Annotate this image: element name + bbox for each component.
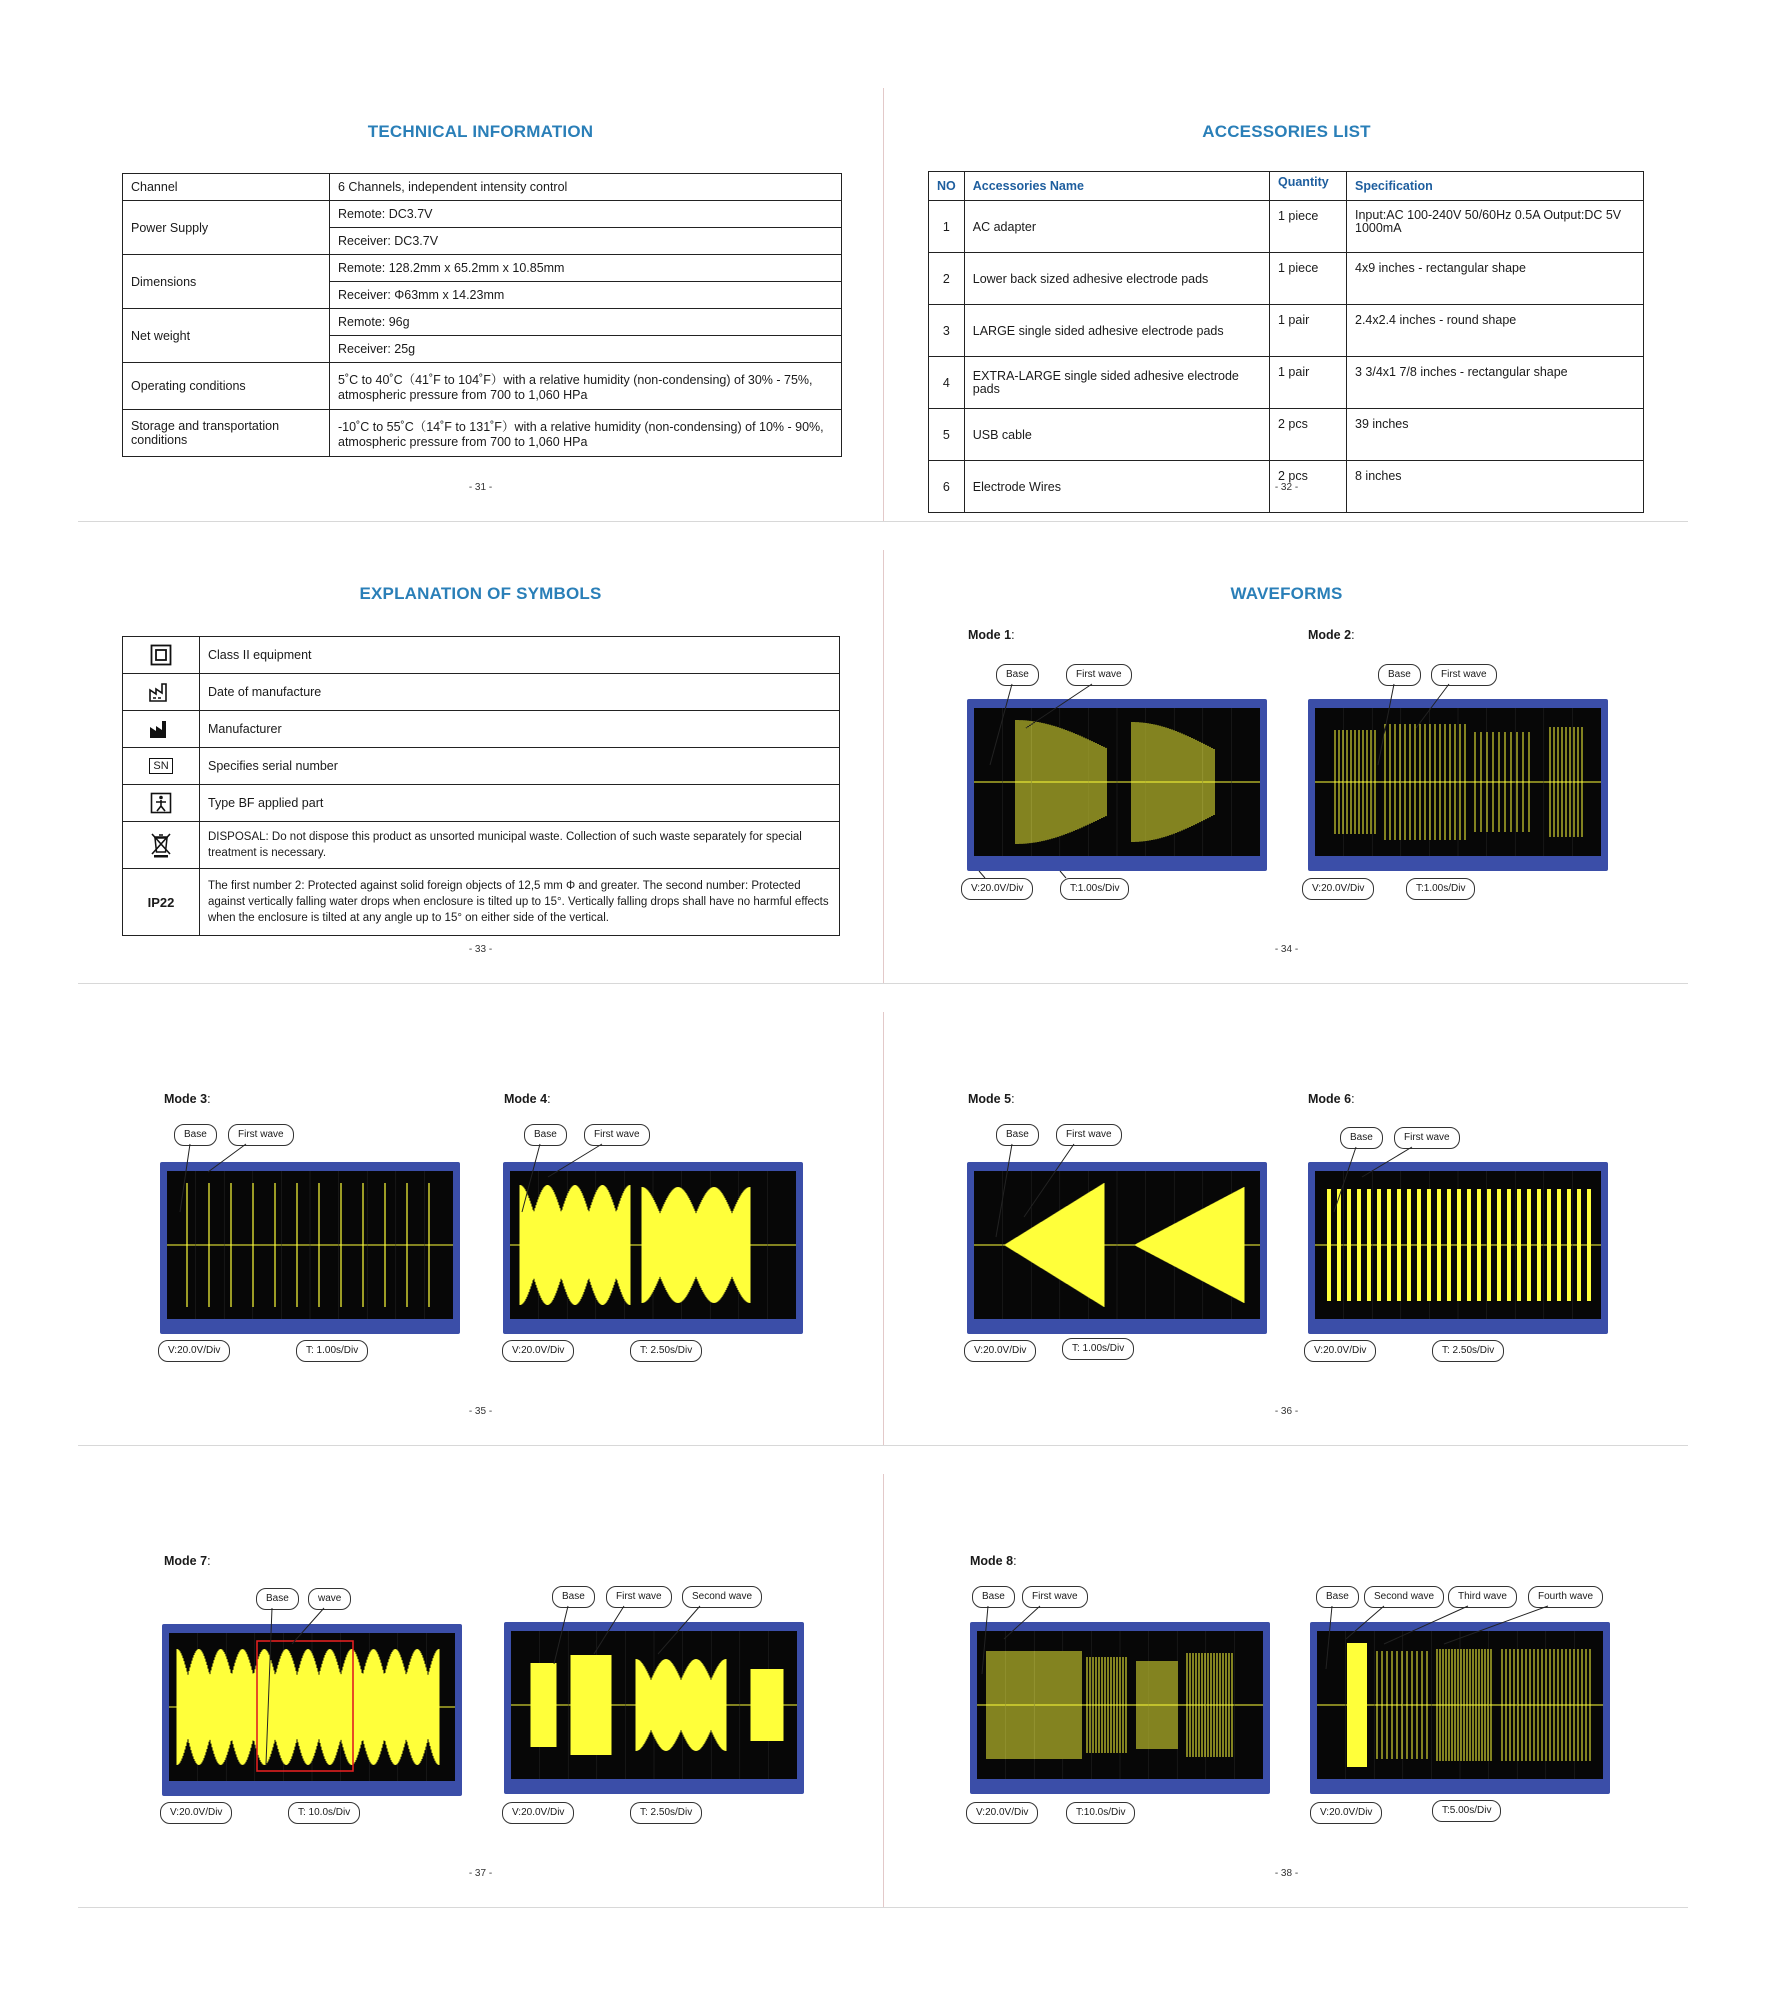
cell-name: Lower back sized adhesive electrode pads bbox=[964, 253, 1269, 305]
volt-div-callout: V:20.0V/Div bbox=[160, 1802, 232, 1824]
volt-div-callout: V:20.0V/Div bbox=[961, 878, 1033, 900]
table-row bbox=[929, 357, 1644, 409]
row-key: Power Supply bbox=[123, 201, 330, 255]
cell-quantity: 2 pcs bbox=[1270, 461, 1347, 513]
manufacturer-icon bbox=[148, 718, 174, 740]
row-value: Receiver: 25g bbox=[330, 336, 842, 363]
symbol-description: DISPOSAL: Do not dispose this product as unsorted municipal waste. Collection of such waste separately for special treatment is necessary. bbox=[200, 822, 840, 869]
cell-specification: 4x9 inches - rectangular shape bbox=[1347, 253, 1644, 305]
cell-no: 6 bbox=[929, 461, 965, 513]
table-row bbox=[123, 410, 842, 457]
cell-no: 2 bbox=[929, 253, 965, 305]
page-37 bbox=[78, 1474, 883, 1907]
waveform-display bbox=[1317, 1631, 1603, 1779]
row-value: Remote: DC3.7V bbox=[330, 201, 842, 228]
volt-div-callout: V:20.0V/Div bbox=[966, 1802, 1038, 1824]
oscilloscope-screen bbox=[1308, 1162, 1608, 1334]
waveform-display bbox=[510, 1171, 796, 1319]
row-value: -10˚C to 55˚C（14˚F to 131˚F）with a relative humidity (non-condensing) of 10% - 90%, atmospheric pressure from 700 to 1,060 HPa bbox=[330, 410, 842, 457]
second-wave-callout: Second wave bbox=[1364, 1586, 1444, 1608]
second-wave-callout: Second wave bbox=[682, 1586, 762, 1608]
base-callout: Base bbox=[996, 1124, 1039, 1146]
first-wave-callout: First wave bbox=[1431, 664, 1497, 686]
page-title: EXPLANATION OF SYMBOLS bbox=[359, 584, 602, 603]
volt-div-callout: V:20.0V/Div bbox=[964, 1340, 1036, 1362]
oscilloscope-screen bbox=[1310, 1622, 1610, 1794]
base-callout: Base bbox=[524, 1124, 567, 1146]
table-row bbox=[123, 674, 840, 711]
cell-quantity: 2 pcs bbox=[1270, 409, 1347, 461]
first-wave-callout: First wave bbox=[1066, 664, 1132, 686]
time-div-callout: T:1.00s/Div bbox=[1406, 878, 1475, 900]
header-quantity: Quantity bbox=[1270, 172, 1347, 201]
row-value: Receiver: DC3.7V bbox=[330, 228, 842, 255]
cell-no: 5 bbox=[929, 409, 965, 461]
cell-no: 3 bbox=[929, 305, 965, 357]
symbol-description: Type BF applied part bbox=[200, 785, 840, 822]
table-row bbox=[123, 255, 842, 282]
symbol-cell bbox=[123, 822, 200, 869]
cell-no: 4 bbox=[929, 357, 965, 409]
symbol-description: The first number 2: Protected against solid foreign objects of 12,5 mm Φ and greater. The second number: Protected against vertically falling water drops when enclosure is tilted up to 15°. Vertically falling drops shall have no harmful effects when the enclosure is tilted at any angle up to 15° on either side of the vertical. bbox=[200, 869, 840, 936]
table-row bbox=[123, 309, 842, 336]
row-key: Channel bbox=[123, 174, 330, 201]
page-number: - 36 - bbox=[1274, 1406, 1299, 1417]
table-row bbox=[123, 869, 840, 936]
page-title: WAVEFORMS bbox=[1230, 584, 1343, 603]
serial-number-icon: SN bbox=[149, 758, 172, 774]
cell-name: EXTRA-LARGE single sided adhesive electrode pads bbox=[964, 357, 1269, 409]
third-wave-callout: Third wave bbox=[1448, 1586, 1517, 1608]
table-row bbox=[929, 409, 1644, 461]
time-div-callout: T: 2.50s/Div bbox=[630, 1802, 702, 1824]
first-wave-callout: First wave bbox=[1394, 1127, 1460, 1149]
header-no: NO bbox=[929, 172, 965, 201]
oscilloscope-screen bbox=[503, 1162, 803, 1334]
page-number: - 38 - bbox=[1274, 1868, 1299, 1879]
row-value: Receiver: Φ63mm x 14.23mm bbox=[330, 282, 842, 309]
waveform-display bbox=[169, 1633, 455, 1781]
row-value: 6 Channels, independent intensity control bbox=[330, 174, 842, 201]
waveform-display bbox=[1315, 708, 1601, 856]
waveform-display bbox=[167, 1171, 453, 1319]
oscilloscope-screen bbox=[160, 1162, 460, 1334]
symbol-cell bbox=[123, 637, 200, 674]
page-31 bbox=[78, 88, 883, 521]
cell-specification: 3 3/4x1 7/8 inches - rectangular shape bbox=[1347, 357, 1644, 409]
page-34 bbox=[884, 550, 1689, 983]
header-specification: Specification bbox=[1347, 172, 1644, 201]
wave-callout: wave bbox=[308, 1588, 351, 1610]
sheet-1 bbox=[78, 88, 1688, 522]
symbol-description: Date of manufacture bbox=[200, 674, 840, 711]
page-38 bbox=[884, 1474, 1689, 1907]
base-callout: Base bbox=[174, 1124, 217, 1146]
table-row bbox=[929, 305, 1644, 357]
first-wave-callout: First wave bbox=[584, 1124, 650, 1146]
table-row bbox=[123, 363, 842, 410]
mode-2-label: Mode 2: bbox=[1308, 628, 1355, 642]
mode-4-label: Mode 4: bbox=[504, 1092, 551, 1106]
type-bf-icon bbox=[150, 792, 172, 814]
waveform-display bbox=[511, 1631, 797, 1779]
base-callout: Base bbox=[1378, 664, 1421, 686]
cell-name: LARGE single sided adhesive electrode pads bbox=[964, 305, 1269, 357]
mode-7-label: Mode 7: bbox=[164, 1554, 211, 1568]
time-div-callout: T: 1.00s/Div bbox=[296, 1340, 368, 1362]
accessories-table bbox=[928, 171, 1644, 513]
row-key: Dimensions bbox=[123, 255, 330, 309]
cell-no: 1 bbox=[929, 201, 965, 253]
page-title: ACCESSORIES LIST bbox=[1202, 122, 1371, 141]
symbol-description: Manufacturer bbox=[200, 711, 840, 748]
mode-1-label: Mode 1: bbox=[968, 628, 1015, 642]
base-callout: Base bbox=[1340, 1127, 1383, 1149]
sheet-2 bbox=[78, 550, 1688, 984]
cell-quantity: 1 pair bbox=[1270, 357, 1347, 409]
volt-div-callout: V:20.0V/Div bbox=[1310, 1802, 1382, 1824]
first-wave-callout: First wave bbox=[228, 1124, 294, 1146]
row-key: Storage and transportation conditions bbox=[123, 410, 330, 457]
time-div-callout: T: 2.50s/Div bbox=[630, 1340, 702, 1362]
oscilloscope-screen bbox=[1308, 699, 1608, 871]
cell-name: Electrode Wires bbox=[964, 461, 1269, 513]
table-row bbox=[929, 201, 1644, 253]
cell-specification: 2.4x2.4 inches - round shape bbox=[1347, 305, 1644, 357]
symbols-table bbox=[122, 636, 840, 936]
cell-specification: 8 inches bbox=[1347, 461, 1644, 513]
volt-div-callout: V:20.0V/Div bbox=[158, 1340, 230, 1362]
symbol-cell bbox=[123, 711, 200, 748]
symbol-description: Class II equipment bbox=[200, 637, 840, 674]
page-number: - 32 - bbox=[1274, 482, 1299, 493]
table-row bbox=[123, 822, 840, 869]
table-row bbox=[123, 174, 842, 201]
header-name: Accessories Name bbox=[964, 172, 1269, 201]
page-32 bbox=[884, 88, 1689, 521]
oscilloscope-screen bbox=[162, 1624, 462, 1796]
row-value: Remote: 128.2mm x 65.2mm x 10.85mm bbox=[330, 255, 842, 282]
oscilloscope-screen bbox=[504, 1622, 804, 1794]
table-row bbox=[123, 785, 840, 822]
oscilloscope-screen bbox=[967, 1162, 1267, 1334]
cell-quantity: 1 piece bbox=[1270, 253, 1347, 305]
row-key: Net weight bbox=[123, 309, 330, 363]
symbol-cell bbox=[123, 674, 200, 711]
time-div-callout: T:5.00s/Div bbox=[1432, 1800, 1501, 1822]
cell-name: AC adapter bbox=[964, 201, 1269, 253]
page-number: - 37 - bbox=[468, 1868, 493, 1879]
time-div-callout: T: 1.00s/Div bbox=[1062, 1338, 1134, 1360]
time-div-callout: T: 10.0s/Div bbox=[288, 1802, 360, 1824]
oscilloscope-screen bbox=[970, 1622, 1270, 1794]
fourth-wave-callout: Fourth wave bbox=[1528, 1586, 1603, 1608]
page-number: - 35 - bbox=[468, 1406, 493, 1417]
mode-6-label: Mode 6: bbox=[1308, 1092, 1355, 1106]
page-35 bbox=[78, 1012, 883, 1445]
page-number: - 33 - bbox=[468, 944, 493, 955]
cell-name: USB cable bbox=[964, 409, 1269, 461]
symbol-cell bbox=[123, 785, 200, 822]
time-div-callout: T:1.00s/Div bbox=[1060, 878, 1129, 900]
table-row bbox=[929, 253, 1644, 305]
table-header-row bbox=[929, 172, 1644, 201]
sheet-3 bbox=[78, 1012, 1688, 1446]
ip22-label: IP22 bbox=[123, 869, 200, 936]
oscilloscope-screen bbox=[967, 699, 1267, 871]
date-of-manufacture-icon bbox=[148, 681, 174, 703]
cell-specification: 39 inches bbox=[1347, 409, 1644, 461]
technical-info-table bbox=[122, 173, 842, 457]
symbol-cell bbox=[123, 748, 200, 785]
waveform-display bbox=[974, 708, 1260, 856]
table-row bbox=[123, 748, 840, 785]
page-title: TECHNICAL INFORMATION bbox=[367, 122, 594, 141]
volt-div-callout: V:20.0V/Div bbox=[1304, 1340, 1376, 1362]
mode-3-label: Mode 3: bbox=[164, 1092, 211, 1106]
table-row bbox=[123, 201, 842, 228]
cell-quantity: 1 piece bbox=[1270, 201, 1347, 253]
base-callout: Base bbox=[1316, 1586, 1359, 1608]
table-row bbox=[123, 637, 840, 674]
volt-div-callout: V:20.0V/Div bbox=[502, 1340, 574, 1362]
first-wave-callout: First wave bbox=[606, 1586, 672, 1608]
page-number: - 31 - bbox=[468, 482, 493, 493]
table-row bbox=[123, 711, 840, 748]
weee-icon bbox=[150, 832, 172, 858]
base-callout: Base bbox=[256, 1588, 299, 1610]
base-callout: Base bbox=[996, 664, 1039, 686]
page-33 bbox=[78, 550, 883, 983]
volt-div-callout: V:20.0V/Div bbox=[1302, 878, 1374, 900]
volt-div-callout: V:20.0V/Div bbox=[502, 1802, 574, 1824]
page-36 bbox=[884, 1012, 1689, 1445]
base-callout: Base bbox=[972, 1586, 1015, 1608]
waveform-display bbox=[977, 1631, 1263, 1779]
waveform-display bbox=[974, 1171, 1260, 1319]
row-key: Operating conditions bbox=[123, 363, 330, 410]
base-callout: Base bbox=[552, 1586, 595, 1608]
first-wave-callout: First wave bbox=[1056, 1124, 1122, 1146]
class-ii-icon bbox=[150, 644, 172, 666]
first-wave-callout: First wave bbox=[1022, 1586, 1088, 1608]
cell-quantity: 1 pair bbox=[1270, 305, 1347, 357]
page-number: - 34 - bbox=[1274, 944, 1299, 955]
row-value: 5˚C to 40˚C（41˚F to 104˚F）with a relative humidity (non-condensing) of 30% - 75%, atmospheric pressure from 700 to 1,060 HPa bbox=[330, 363, 842, 410]
waveform-display bbox=[1315, 1171, 1601, 1319]
cell-specification: Input:AC 100-240V 50/60Hz 0.5A Output:DC 5V 1000mA bbox=[1347, 201, 1644, 253]
mode-8-label: Mode 8: bbox=[970, 1554, 1017, 1568]
sheet-4 bbox=[78, 1474, 1688, 1908]
symbol-description: Specifies serial number bbox=[200, 748, 840, 785]
time-div-callout: T:10.0s/Div bbox=[1066, 1802, 1135, 1824]
mode-5-label: Mode 5: bbox=[968, 1092, 1015, 1106]
row-value: Remote: 96g bbox=[330, 309, 842, 336]
time-div-callout: T: 2.50s/Div bbox=[1432, 1340, 1504, 1362]
